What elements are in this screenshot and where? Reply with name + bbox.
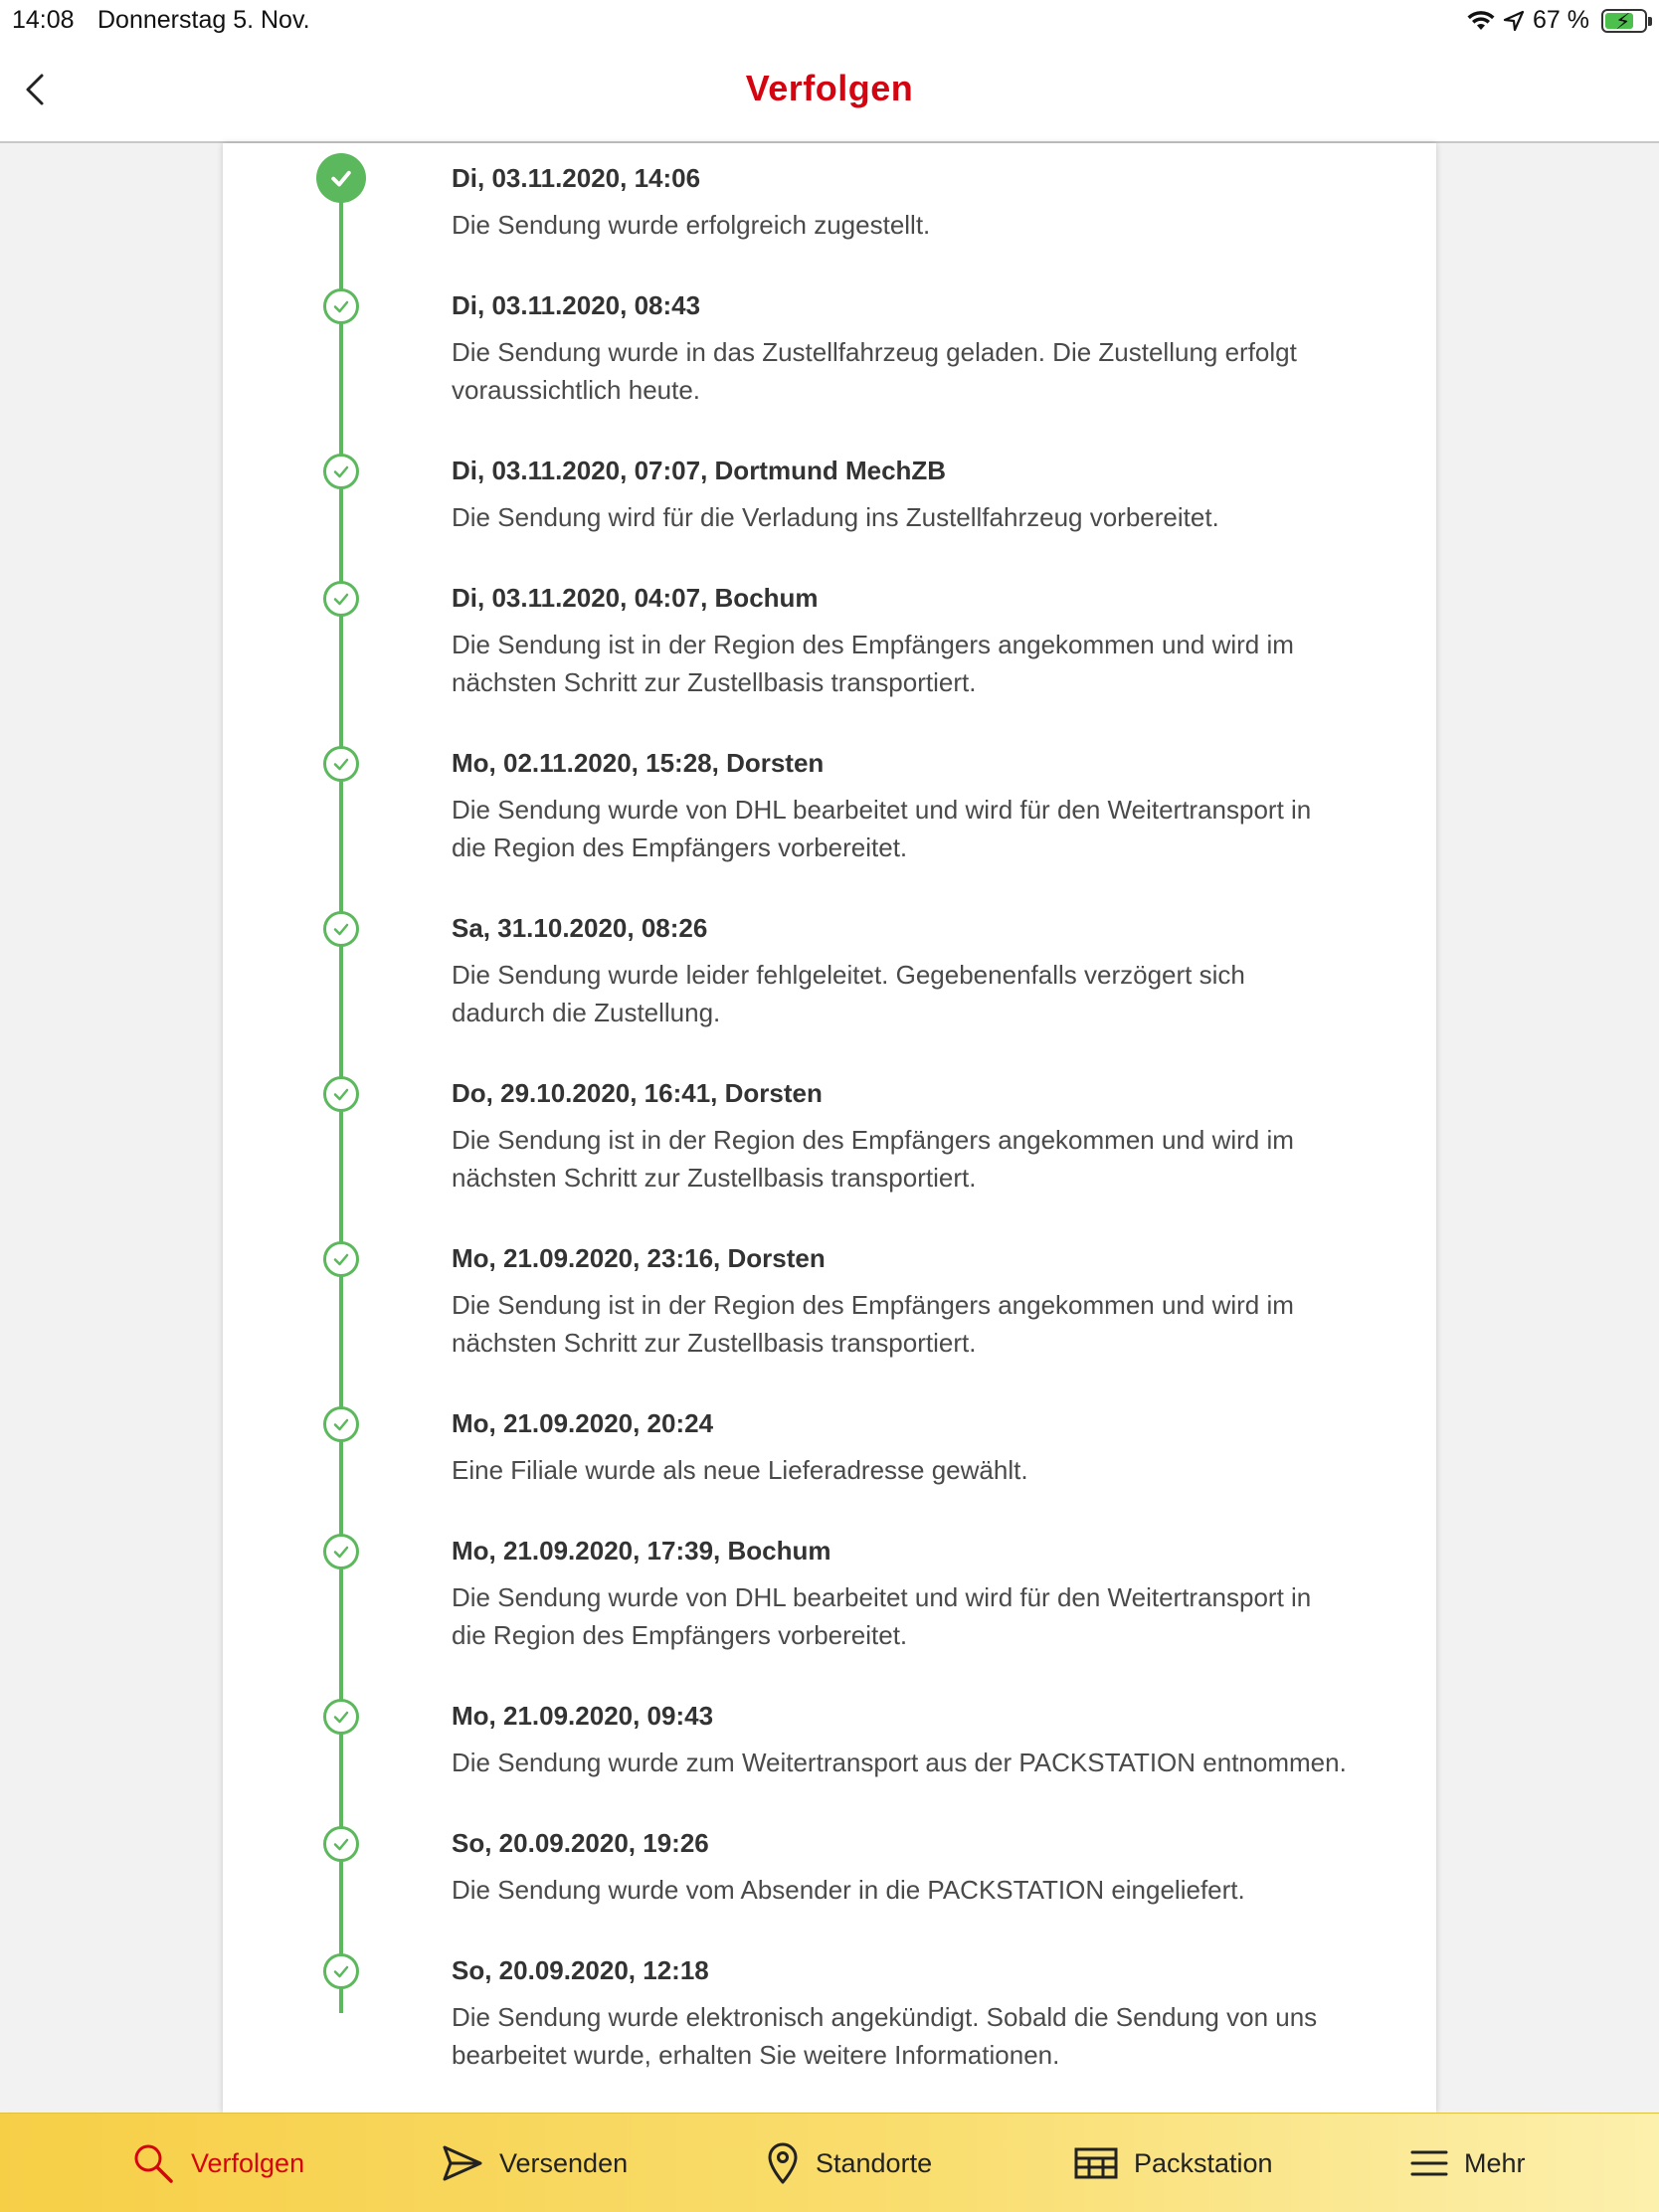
page-title: Verfolgen	[745, 68, 914, 108]
check-circle-filled-icon	[316, 153, 366, 203]
location-arrow-icon	[1503, 10, 1525, 32]
check-circle-icon	[323, 581, 359, 617]
event-date: Mo, 21.09.2020, 17:39, Bochum	[452, 1536, 831, 1566]
tab-label: Standorte	[816, 2147, 933, 2178]
status-indicators	[1467, 6, 1647, 35]
check-circle-icon	[323, 1534, 359, 1569]
check-circle-icon	[323, 911, 359, 947]
event-date: Mo, 02.11.2020, 15:28, Dorsten	[452, 748, 825, 778]
event-date: Mo, 21.09.2020, 23:16, Dorsten	[452, 1243, 826, 1273]
event-description: nächsten Schritt zur Zustellbasis transportiert.	[452, 1328, 977, 1358]
event-description: Die Sendung ist in der Region des Empfängers angekommen und wird im	[452, 1125, 1294, 1155]
battery-percent: 67 %	[1533, 6, 1589, 34]
event-description: nächsten Schritt zur Zustellbasis transportiert.	[452, 667, 977, 697]
event-description: Die Sendung wurde vom Absender in die PACKSTATION eingeliefert.	[452, 1875, 1245, 1905]
event-date: Sa, 31.10.2020, 08:26	[452, 913, 708, 943]
status-date: Donnerstag 5. Nov.	[97, 6, 310, 34]
event-description: Die Sendung wurde leider fehlgeleitet. Gegebenenfalls verzögert sich	[452, 960, 1245, 990]
event-description: Die Sendung wurde zum Weitertransport aus der PACKSTATION entnommen.	[452, 1748, 1347, 1777]
check-circle-icon	[323, 1406, 359, 1442]
check-circle-icon	[323, 1953, 359, 1989]
tab-bar	[0, 2113, 1659, 2212]
event-description: Die Sendung wurde von DHL bearbeitet und wird für den Weitertransport in	[452, 1582, 1312, 1612]
tab-label: Mehr	[1464, 2147, 1526, 2178]
event-description: Die Sendung wurde von DHL bearbeitet und wird für den Weitertransport in	[452, 795, 1312, 825]
packstation-icon	[1074, 2146, 1118, 2180]
event-description: dadurch die Zustellung.	[452, 998, 721, 1027]
event-description: Die Sendung wurde erfolgreich zugestellt.	[452, 210, 931, 240]
event-date: Di, 03.11.2020, 08:43	[452, 290, 701, 320]
event-description: Die Sendung wird für die Verladung ins Zustellfahrzeug vorbereitet.	[452, 502, 1219, 532]
check-circle-icon	[323, 1076, 359, 1112]
location-pin-icon	[766, 2141, 800, 2185]
event-description: Die Sendung ist in der Region des Empfängers angekommen und wird im	[452, 630, 1294, 659]
event-description: voraussichtlich heute.	[452, 375, 701, 405]
event-date: Di, 03.11.2020, 04:07, Bochum	[452, 583, 819, 613]
tab-mehr[interactable]	[1410, 2114, 1526, 2212]
check-circle-icon	[323, 1826, 359, 1862]
check-circle-icon	[323, 1699, 359, 1735]
battery-icon: ⚡	[1601, 9, 1647, 33]
search-icon	[131, 2141, 175, 2185]
tab-verfolgen[interactable]	[131, 2114, 304, 2212]
event-date: Do, 29.10.2020, 16:41, Dorsten	[452, 1078, 823, 1108]
tab-versenden[interactable]	[442, 2114, 628, 2212]
event-description: Die Sendung wurde in das Zustellfahrzeug geladen. Die Zustellung erfolgt	[452, 337, 1297, 367]
status-bar	[0, 0, 1659, 42]
event-date: Di, 03.11.2020, 07:07, Dortmund MechZB	[452, 456, 947, 485]
event-description: Eine Filiale wurde als neue Lieferadresse gewählt.	[452, 1455, 1028, 1485]
navigation-bar	[0, 42, 1659, 143]
tracking-history-card	[223, 143, 1436, 2113]
tab-label: Versenden	[499, 2147, 629, 2178]
check-circle-icon	[323, 746, 359, 782]
menu-icon	[1410, 2148, 1448, 2178]
event-description: bearbeitet wurde, erhalten Sie weitere Informationen.	[452, 2040, 1060, 2070]
tab-packstation[interactable]	[1074, 2114, 1273, 2212]
event-description: nächsten Schritt zur Zustellbasis transportiert.	[452, 1163, 977, 1193]
tab-standorte[interactable]	[766, 2114, 932, 2212]
event-description: die Region des Empfängers vorbereitet.	[452, 832, 908, 862]
event-date: Mo, 21.09.2020, 09:43	[452, 1701, 714, 1731]
tab-label: Verfolgen	[191, 2147, 305, 2178]
check-circle-icon	[323, 288, 359, 324]
wifi-icon	[1467, 10, 1495, 32]
send-icon	[442, 2143, 483, 2183]
check-circle-icon	[323, 1241, 359, 1277]
status-time: 14:08	[12, 6, 75, 34]
event-date: Mo, 21.09.2020, 20:24	[452, 1408, 714, 1438]
event-description: Die Sendung ist in der Region des Empfängers angekommen und wird im	[452, 1290, 1294, 1320]
event-description: die Region des Empfängers vorbereitet.	[452, 1620, 908, 1650]
event-date: So, 20.09.2020, 12:18	[452, 1955, 709, 1985]
check-circle-icon	[323, 454, 359, 489]
event-date: Di, 03.11.2020, 14:06	[452, 163, 701, 193]
event-date: So, 20.09.2020, 19:26	[452, 1828, 709, 1858]
event-description: Die Sendung wurde elektronisch angekündigt. Sobald die Sendung von uns	[452, 2002, 1318, 2032]
tab-label: Packstation	[1134, 2147, 1273, 2178]
